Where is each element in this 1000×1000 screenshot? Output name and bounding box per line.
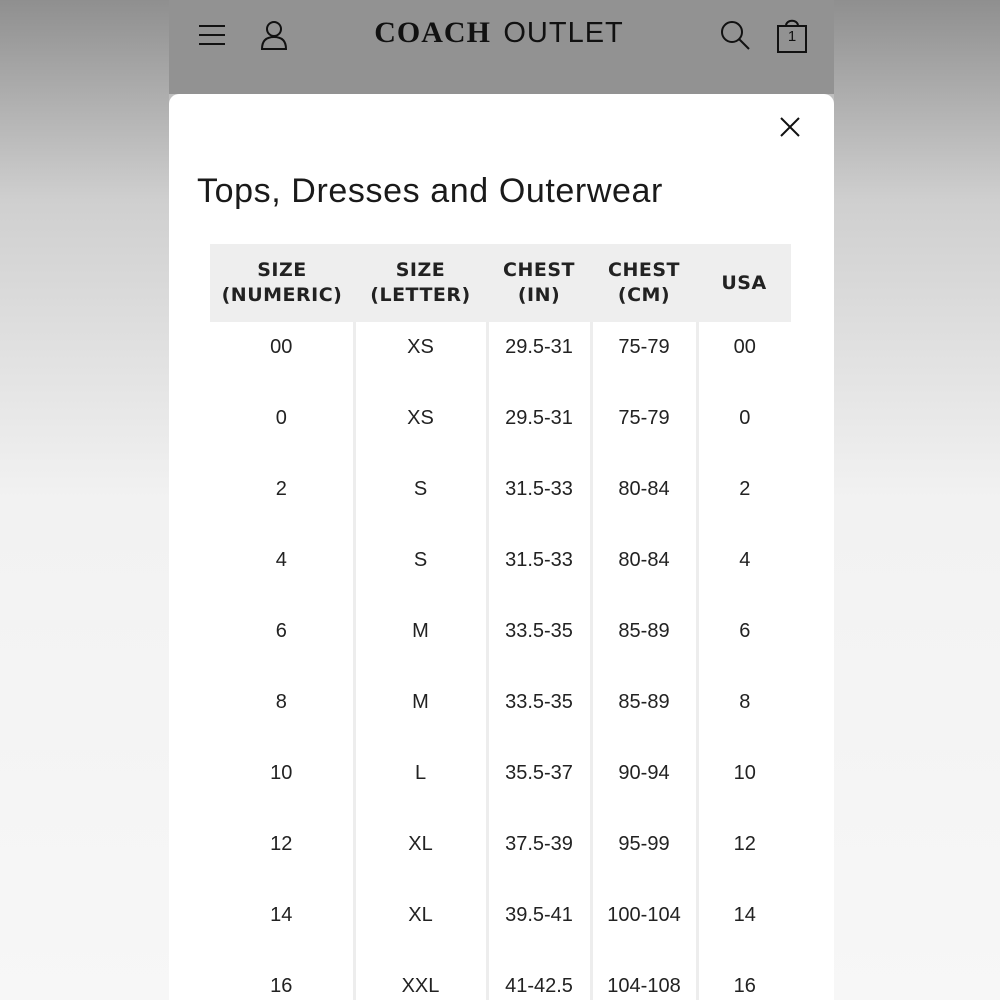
table-row [210, 322, 791, 393]
cell-size-numeric: 0 [275, 407, 287, 429]
background-left [0, 0, 169, 1000]
cell-size-letter: M [354, 677, 487, 748]
cell-chest-cm: 100-104 [591, 890, 697, 961]
cell-chest-in: 31.5-33 [487, 464, 591, 535]
cell-usa: 8 [697, 677, 791, 748]
size-chart-table-wrapper [210, 244, 791, 1000]
cell-size-numeric: 12 [270, 833, 293, 855]
cell-usa: 2 [697, 464, 791, 535]
table-row [210, 677, 791, 748]
cell-chest-cm: 90-94 [591, 748, 697, 819]
cell-chest-cm: 75-79 [591, 322, 697, 393]
cell-chest-cm: 75-79 [591, 393, 697, 464]
cell-size-letter: XS [354, 322, 487, 393]
cell-chest-cm: 85-89 [591, 677, 697, 748]
header-chest-cm [591, 244, 697, 322]
cell-usa: 10 [697, 748, 791, 819]
header-line: CHEST [608, 259, 680, 281]
header-line: SIZE [395, 259, 446, 281]
header-line: USA [721, 271, 767, 294]
header-line: (NUMERIC) [221, 284, 343, 306]
header-line: (CM) [617, 284, 671, 306]
table-row [210, 393, 791, 464]
cell-chest-cm: 104-108 [591, 961, 697, 1000]
cell-size-letter: M [354, 606, 487, 677]
cell-chest-cm: 80-84 [591, 464, 697, 535]
size-chart-table [210, 244, 791, 1000]
cell-chest-cm: 80-84 [591, 535, 697, 606]
shopping-bag-button[interactable] [774, 16, 810, 54]
brand-outlet-label: OUTLET [503, 16, 624, 49]
cell-chest-cm: 85-89 [591, 606, 697, 677]
header-usa [697, 244, 791, 322]
table-row [210, 819, 791, 890]
bag-count-badge: 1 [787, 28, 797, 45]
cell-chest-in: 31.5-33 [487, 535, 591, 606]
background-right [834, 0, 1000, 1000]
cell-chest-in: 35.5-37 [487, 748, 591, 819]
cell-usa: 4 [697, 535, 791, 606]
table-body [210, 322, 791, 1000]
site-header [169, 0, 834, 94]
cell-size-letter: XXL [354, 961, 487, 1000]
header-size-numeric [210, 244, 354, 322]
header-line: (IN) [517, 284, 561, 306]
cell-chest-in: 29.5-31 [487, 393, 591, 464]
cell-usa: 16 [697, 961, 791, 1000]
header-size-letter [354, 244, 487, 322]
hamburger-menu-icon[interactable] [195, 18, 229, 52]
cell-chest-in: 37.5-39 [487, 819, 591, 890]
table-row [210, 464, 791, 535]
cell-size-letter: L [354, 748, 487, 819]
brand-name: COACH [374, 16, 491, 49]
cell-size-numeric: 4 [275, 549, 287, 571]
cell-chest-in: 39.5-41 [487, 890, 591, 961]
phone-screen [169, 0, 834, 1000]
table-row [210, 748, 791, 819]
cell-size-letter: S [354, 535, 487, 606]
cell-size-letter: XS [354, 393, 487, 464]
cell-usa: 14 [697, 890, 791, 961]
table-header-row [210, 244, 791, 322]
table-row [210, 535, 791, 606]
cell-chest-in: 33.5-35 [487, 677, 591, 748]
cell-size-numeric: 8 [275, 691, 287, 713]
close-icon[interactable] [777, 114, 803, 140]
header-line: SIZE [257, 259, 307, 281]
cell-chest-in: 29.5-31 [487, 322, 591, 393]
cell-usa: 00 [697, 322, 791, 393]
header-chest-in [487, 244, 591, 322]
brand-logo[interactable] [329, 16, 669, 56]
cell-size-numeric: 2 [275, 478, 287, 500]
search-icon[interactable] [718, 18, 752, 52]
table-row [210, 606, 791, 677]
cell-chest-in: 33.5-35 [487, 606, 591, 677]
cell-size-letter: S [354, 464, 487, 535]
cell-chest-cm: 95-99 [591, 819, 697, 890]
cell-size-numeric: 00 [270, 336, 293, 358]
cell-size-numeric: 16 [270, 975, 293, 997]
cell-size-letter: XL [354, 890, 487, 961]
cell-usa: 12 [697, 819, 791, 890]
cell-size-letter: XL [354, 819, 487, 890]
cell-size-numeric: 6 [275, 620, 287, 642]
cell-usa: 0 [697, 393, 791, 464]
size-chart-modal [169, 94, 834, 1000]
user-account-icon[interactable] [257, 18, 291, 52]
table-row [210, 961, 791, 1000]
table-row [210, 890, 791, 961]
cell-size-numeric: 10 [270, 762, 293, 784]
header-line: (LETTER) [370, 284, 471, 306]
cell-usa: 6 [697, 606, 791, 677]
cell-size-numeric: 14 [270, 904, 293, 926]
cell-chest-in: 41-42.5 [487, 961, 591, 1000]
modal-title: Tops, Dresses and Outerwear [197, 172, 663, 210]
header-line: CHEST [503, 259, 575, 281]
